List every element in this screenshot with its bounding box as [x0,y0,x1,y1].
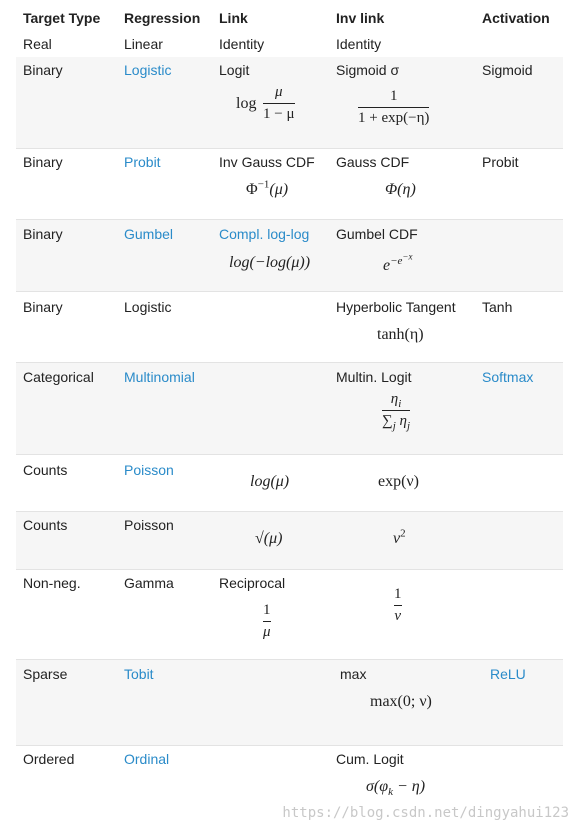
cell-link: Inv Gauss CDF [219,154,315,170]
row-divider [16,362,563,363]
gumbel-inv-formula [383,251,413,275]
cell-regression: Linear [124,36,163,52]
fraction-bar [263,621,271,622]
probit-inv-formula: Φ(η) [385,181,416,198]
header-inv-link: Inv link [336,10,385,26]
probit-link-formula [246,178,289,199]
gumbel-inv-base: e [383,256,391,274]
gamma-link-fraction [263,602,271,641]
fraction-bar [358,107,429,108]
poisson-log-inv-formula: exp(ν) [378,473,419,490]
cell-activation: Probit [482,154,519,170]
cell-activation: Tanh [482,299,513,315]
gumbel-inv-sup: −e [390,254,403,267]
gamma-inv-fraction [394,586,402,625]
cell-target: Binary [23,226,63,242]
softmax-denominator: $\sum_j$ $\eta_j$ [382,413,411,432]
fraction-bar [382,410,410,411]
header-activation: Activation [482,10,550,26]
logit-denominator: 1 − μ [263,106,295,122]
row-band [16,362,563,454]
gamma-inv-numerator: 1 [394,586,402,602]
row-divider [16,148,563,149]
row-divider [16,511,563,512]
cell-target: Binary [23,62,63,78]
cell-activation: Sigmoid [482,62,533,78]
regression-link-ordinal[interactable]: Ordinal [124,751,170,767]
cell-target: Counts [23,462,68,478]
gamma-link-denominator: μ [263,624,271,640]
cell-inv-link: Sigmoid σ [336,62,400,78]
cell-regression: Logistic [124,299,172,315]
gumbel-inv-supsup: −x [402,251,413,261]
gamma-link-numerator: 1 [263,602,271,618]
regression-link-tobit[interactable]: Tobit [124,666,154,682]
row-divider [16,659,563,660]
cell-target: Categorical [23,369,94,385]
cell-target: Real [23,36,52,52]
cell-link: Logit [219,62,250,78]
cell-target: Binary [23,154,63,170]
probit-link-arg: (μ) [269,181,289,198]
sigmoid-numerator: 1 [389,88,398,104]
softmax-fraction [382,391,410,430]
softmax-numerator: $\eta_i$ [390,391,402,410]
regression-link-poisson[interactable]: Poisson [124,462,174,478]
cell-regression: Gamma [124,575,174,591]
row-band [16,659,563,745]
cell-target: Sparse [23,666,68,682]
cell-target: Ordered [23,751,75,767]
header-regression: Regression [124,10,201,26]
cell-inv-link: Cum. Logit [336,751,404,767]
cell-link: Identity [219,36,265,52]
cell-regression: Poisson [124,517,174,533]
cell-link: Reciprocal [219,575,286,591]
activation-link-softmax[interactable]: Softmax [482,369,534,385]
poisson-sqrt-inv-formula: $\nu^2$ [393,527,406,547]
regression-link-logistic[interactable]: Logistic [124,62,172,78]
row-divider [16,454,563,455]
cell-inv-link: Gumbel CDF [336,226,418,242]
tanh-inv-formula: tanh(η) [377,326,424,343]
poisson-log-link-formula: log(μ) [250,473,290,490]
tobit-inv-formula: max(0; ν) [370,693,432,710]
cell-target: Binary [23,299,63,315]
regression-link-probit[interactable]: Probit [124,154,161,170]
cell-inv-link: Hyperbolic Tangent [336,299,456,315]
logit-fraction [263,84,295,123]
activation-link-relu[interactable]: ReLU [490,666,526,682]
row-divider [16,745,563,746]
row-divider [16,569,563,570]
fraction-bar [263,103,295,104]
row-divider [16,291,563,292]
row-band [16,511,563,569]
fraction-bar [394,605,402,606]
poisson-sqrt-link-formula: √(μ) [255,530,283,547]
probit-link-base: Φ [246,181,258,198]
cell-inv-link: Identity [336,36,382,52]
row-divider [16,219,563,220]
regression-link-gumbel[interactable]: Gumbel [124,226,174,242]
logit-formula-prefix: log [236,95,257,112]
cell-inv-link: max [340,666,367,682]
cell-inv-link: Multin. Logit [336,369,412,385]
link-compl-log-log[interactable]: Compl. log-log [219,226,310,242]
cell-inv-link: Gauss CDF [336,154,410,170]
cell-target: Counts [23,517,68,533]
sigmoid-fraction [358,88,429,127]
gamma-inv-denominator: ν [394,608,402,624]
cell-target: Non-neg. [23,575,81,591]
watermark: https://blog.csdn.net/dingyahui123 [282,805,569,821]
ordinal-inv-formula: $\sigma(\varphi_k - \eta)$ [366,778,426,799]
logit-numerator: μ [274,84,283,100]
gumbel-link-formula: log(−log(μ)) [229,254,311,271]
probit-link-sup: −1 [257,178,270,191]
header-target-type: Target Type [23,10,101,26]
header-link: Link [219,10,248,26]
regression-link-multinomial[interactable]: Multinomial [124,369,195,385]
sigmoid-denominator: 1 + exp(−η) [358,110,430,126]
